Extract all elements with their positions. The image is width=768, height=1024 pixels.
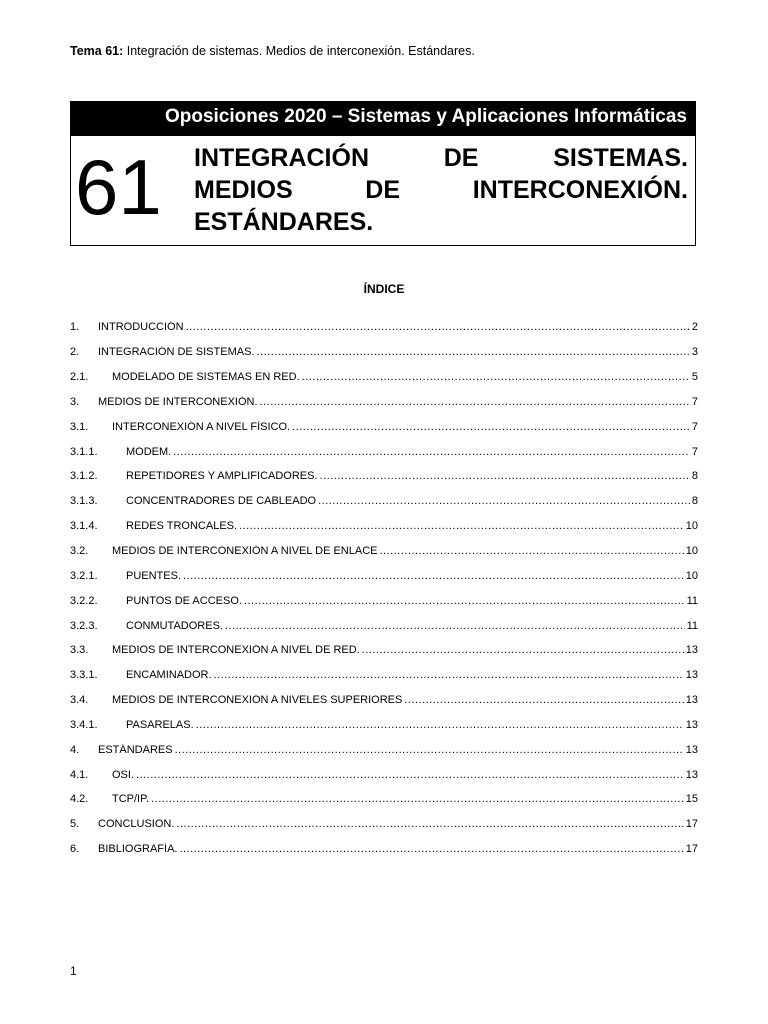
toc-entry-number: 3.1. bbox=[70, 420, 89, 433]
toc-entry-title: CONCLUSION. bbox=[98, 818, 175, 831]
series-title: Oposiciones 2020 – Sistemas y Aplicaciones Informáticas bbox=[71, 102, 695, 136]
toc-entry-number: 3.1.4. bbox=[70, 520, 98, 533]
toc-entry-line bbox=[112, 644, 698, 656]
toc-entry-page: 15 bbox=[685, 793, 698, 806]
toc-entry-line bbox=[112, 793, 698, 805]
toc-entry-number: 3.2.1. bbox=[70, 569, 98, 582]
toc-entry-page: 13 bbox=[685, 669, 698, 682]
title-word: MEDIOS bbox=[194, 176, 293, 204]
toc-entry-number: 3.4.1. bbox=[70, 718, 98, 731]
toc-entry-title: REDES TRONCALES. bbox=[126, 520, 238, 533]
toc-entry[interactable] bbox=[70, 439, 698, 464]
toc-entry-title: PASARELAS. bbox=[126, 718, 194, 731]
toc-entry-page: 11 bbox=[686, 619, 698, 632]
toc-dot-leader bbox=[318, 495, 690, 507]
toc-entry[interactable] bbox=[70, 613, 698, 638]
running-header bbox=[70, 44, 475, 58]
toc-dot-leader bbox=[214, 669, 684, 681]
title-word: ESTÁNDARES. bbox=[194, 208, 374, 236]
toc-dot-leader bbox=[136, 769, 684, 781]
toc-entry-number: 3.1.3. bbox=[70, 495, 98, 508]
toc-dot-leader bbox=[179, 843, 683, 855]
toc-entry[interactable] bbox=[70, 787, 698, 812]
toc-entry-line bbox=[112, 769, 698, 781]
toc-dot-leader bbox=[173, 446, 690, 458]
toc-entry-title: PUNTOS DE ACCESO. bbox=[126, 594, 242, 607]
toc-entry-number: 3.1.2. bbox=[70, 470, 98, 483]
toc-entry-line bbox=[112, 545, 698, 557]
toc-dot-leader bbox=[244, 595, 685, 607]
toc-entry-number: 3.3. bbox=[70, 644, 89, 657]
toc-entry-page: 13 bbox=[685, 694, 698, 707]
toc-entry[interactable] bbox=[70, 713, 698, 738]
toc-entry-number: 6. bbox=[70, 843, 80, 856]
toc-entry-page: 17 bbox=[685, 818, 698, 831]
topic-number: 61 bbox=[75, 143, 162, 231]
toc-entry-title: CONMUTADORES. bbox=[126, 619, 223, 632]
toc-dot-leader bbox=[175, 744, 684, 756]
toc-entry-number: 3.3.1. bbox=[70, 669, 98, 682]
toc-entry-title: INTERCONEXIÓN A NIVEL FÍSICO. bbox=[112, 420, 291, 433]
toc-entry-page: 7 bbox=[691, 420, 698, 433]
toc-dot-leader bbox=[380, 545, 684, 557]
toc-entry-number: 3. bbox=[70, 395, 80, 408]
toc-entry-page: 8 bbox=[691, 470, 698, 483]
toc-entry-line bbox=[98, 321, 698, 333]
toc-entry-number: 3.2. bbox=[70, 545, 89, 558]
toc-entry-number: 4.1. bbox=[70, 768, 89, 781]
toc-entry-number: 1. bbox=[70, 321, 80, 334]
table-of-contents bbox=[70, 315, 698, 862]
toc-entry-page: 13 bbox=[685, 768, 698, 781]
toc-dot-leader bbox=[239, 520, 684, 532]
toc-entry-title: OSI. bbox=[112, 768, 135, 781]
toc-entry-number: 2.1. bbox=[70, 371, 89, 384]
toc-entry[interactable] bbox=[70, 315, 698, 340]
toc-entry-title: MEDIOS DE INTERCONEXIÓN A NIVEL DE RED. bbox=[112, 644, 360, 657]
title-word: DE bbox=[443, 144, 479, 172]
toc-heading: ÍNDICE bbox=[363, 282, 405, 296]
toc-entry[interactable] bbox=[70, 663, 698, 688]
title-word: SISTEMAS. bbox=[553, 144, 688, 172]
toc-entry[interactable] bbox=[70, 563, 698, 588]
toc-entry-page: 17 bbox=[685, 843, 698, 856]
toc-entry-number: 2. bbox=[70, 346, 80, 359]
toc-entry-title: MEDIOS DE INTERCONEXIÓN A NIVELES SUPERIORES bbox=[112, 694, 403, 707]
toc-entry-page: 7 bbox=[691, 395, 698, 408]
toc-entry-page: 13 bbox=[685, 718, 698, 731]
toc-entry-line bbox=[126, 719, 698, 731]
toc-entry-page: 10 bbox=[685, 569, 698, 582]
toc-entry-page: 11 bbox=[686, 594, 698, 607]
toc-entry[interactable] bbox=[70, 464, 698, 489]
toc-entry[interactable] bbox=[70, 414, 698, 439]
toc-dot-leader bbox=[176, 818, 683, 830]
toc-entry-line bbox=[112, 371, 698, 383]
title-word: DE bbox=[365, 176, 401, 204]
title-banner bbox=[70, 101, 696, 246]
toc-entry-title: CONCENTRADORES DE CABLEADO bbox=[126, 495, 317, 508]
topic-title: Integración de sistemas. Medios de interconexión. Estándares. bbox=[123, 44, 475, 58]
toc-entry-line bbox=[98, 818, 698, 830]
title-line-1 bbox=[194, 142, 688, 174]
toc-entry-title: ESTÁNDARES bbox=[98, 743, 173, 756]
toc-entry-page: 5 bbox=[691, 371, 698, 384]
toc-entry-page: 7 bbox=[691, 445, 698, 458]
toc-dot-leader bbox=[404, 694, 683, 706]
toc-entry-line bbox=[98, 843, 698, 855]
toc-entry-title: MEDIOS DE INTERCONEXIÓN A NIVEL DE ENLACE bbox=[112, 545, 378, 558]
toc-entry[interactable] bbox=[70, 762, 698, 787]
toc-entry-number: 5. bbox=[70, 818, 80, 831]
toc-entry[interactable] bbox=[70, 638, 698, 663]
toc-dot-leader bbox=[362, 644, 684, 656]
toc-dot-leader bbox=[260, 396, 690, 408]
topic-label: Tema 61: bbox=[70, 44, 124, 58]
toc-dot-leader bbox=[186, 321, 690, 333]
toc-entry-line bbox=[126, 520, 698, 532]
toc-entry-page: 10 bbox=[685, 545, 698, 558]
toc-entry-number: 3.4. bbox=[70, 694, 89, 707]
toc-entry-number: 3.2.2. bbox=[70, 594, 98, 607]
toc-entry-page: 10 bbox=[685, 520, 698, 533]
toc-entry-title: INTEGRACIÓN DE SISTEMAS. bbox=[98, 346, 255, 359]
toc-entry-line bbox=[112, 421, 698, 433]
toc-entry-title: BIBLIOGRAFÍA. bbox=[98, 843, 178, 856]
toc-entry-line bbox=[126, 446, 698, 458]
toc-entry-title: TCP/IP. bbox=[112, 793, 150, 806]
toc-entry-page: 3 bbox=[691, 346, 698, 359]
title-word: INTERCONEXIÓN. bbox=[472, 176, 688, 204]
toc-entry-title: MÓDEM. bbox=[126, 445, 172, 458]
toc-entry[interactable] bbox=[70, 837, 698, 862]
toc-entry-page: 13 bbox=[685, 644, 698, 657]
toc-dot-leader bbox=[320, 470, 690, 482]
page-number: 1 bbox=[70, 964, 77, 978]
toc-dot-leader bbox=[196, 719, 684, 731]
toc-dot-leader bbox=[292, 421, 690, 433]
toc-entry[interactable] bbox=[70, 390, 698, 415]
toc-entry-title: INTRODUCCIÓN bbox=[98, 321, 184, 334]
toc-entry-number: 3.2.3. bbox=[70, 619, 98, 632]
toc-entry-title: MEDIOS DE INTERCONEXIÓN. bbox=[98, 395, 258, 408]
toc-entry-title: PUENTES. bbox=[126, 569, 182, 582]
toc-entry-line bbox=[126, 620, 698, 632]
toc-dot-leader bbox=[256, 346, 689, 358]
toc-entry-line bbox=[126, 570, 698, 582]
toc-entry[interactable] bbox=[70, 737, 698, 762]
toc-entry[interactable] bbox=[70, 365, 698, 390]
toc-entry-number: 4. bbox=[70, 743, 80, 756]
toc-entry-title: MODELADO DE SISTEMAS EN RED. bbox=[112, 371, 300, 384]
toc-entry-line bbox=[126, 495, 698, 507]
toc-entry-line bbox=[126, 669, 698, 681]
toc-entry-line bbox=[98, 346, 698, 358]
toc-entry-line bbox=[126, 595, 698, 607]
toc-entry[interactable] bbox=[70, 514, 698, 539]
toc-entry[interactable] bbox=[70, 688, 698, 713]
toc-entry-line bbox=[98, 396, 698, 408]
toc-entry-page: 8 bbox=[691, 495, 698, 508]
title-line-2 bbox=[194, 174, 688, 206]
toc-entry[interactable] bbox=[70, 812, 698, 837]
toc-entry-number: 4.2. bbox=[70, 793, 89, 806]
toc-entry-title: REPETIDORES Y AMPLIFICADORES. bbox=[126, 470, 318, 483]
toc-entry[interactable] bbox=[70, 588, 698, 613]
toc-entry-line bbox=[98, 744, 698, 756]
toc-entry[interactable] bbox=[70, 539, 698, 564]
title-word: INTEGRACIÓN bbox=[194, 144, 369, 172]
toc-entry-page: 13 bbox=[685, 743, 698, 756]
toc-dot-leader bbox=[151, 793, 684, 805]
toc-entry-line bbox=[126, 470, 698, 482]
title-line-3 bbox=[194, 206, 688, 238]
toc-entry-title: ENCAMINADOR. bbox=[126, 669, 212, 682]
toc-entry[interactable] bbox=[70, 489, 698, 514]
toc-dot-leader bbox=[302, 371, 690, 383]
toc-entry[interactable] bbox=[70, 340, 698, 365]
toc-entry-page: 2 bbox=[691, 321, 698, 334]
toc-dot-leader bbox=[225, 620, 685, 632]
toc-entry-number: 3.1.1. bbox=[70, 445, 98, 458]
toc-entry-line bbox=[112, 694, 698, 706]
toc-dot-leader bbox=[183, 570, 684, 582]
topic-title-block bbox=[194, 142, 688, 238]
